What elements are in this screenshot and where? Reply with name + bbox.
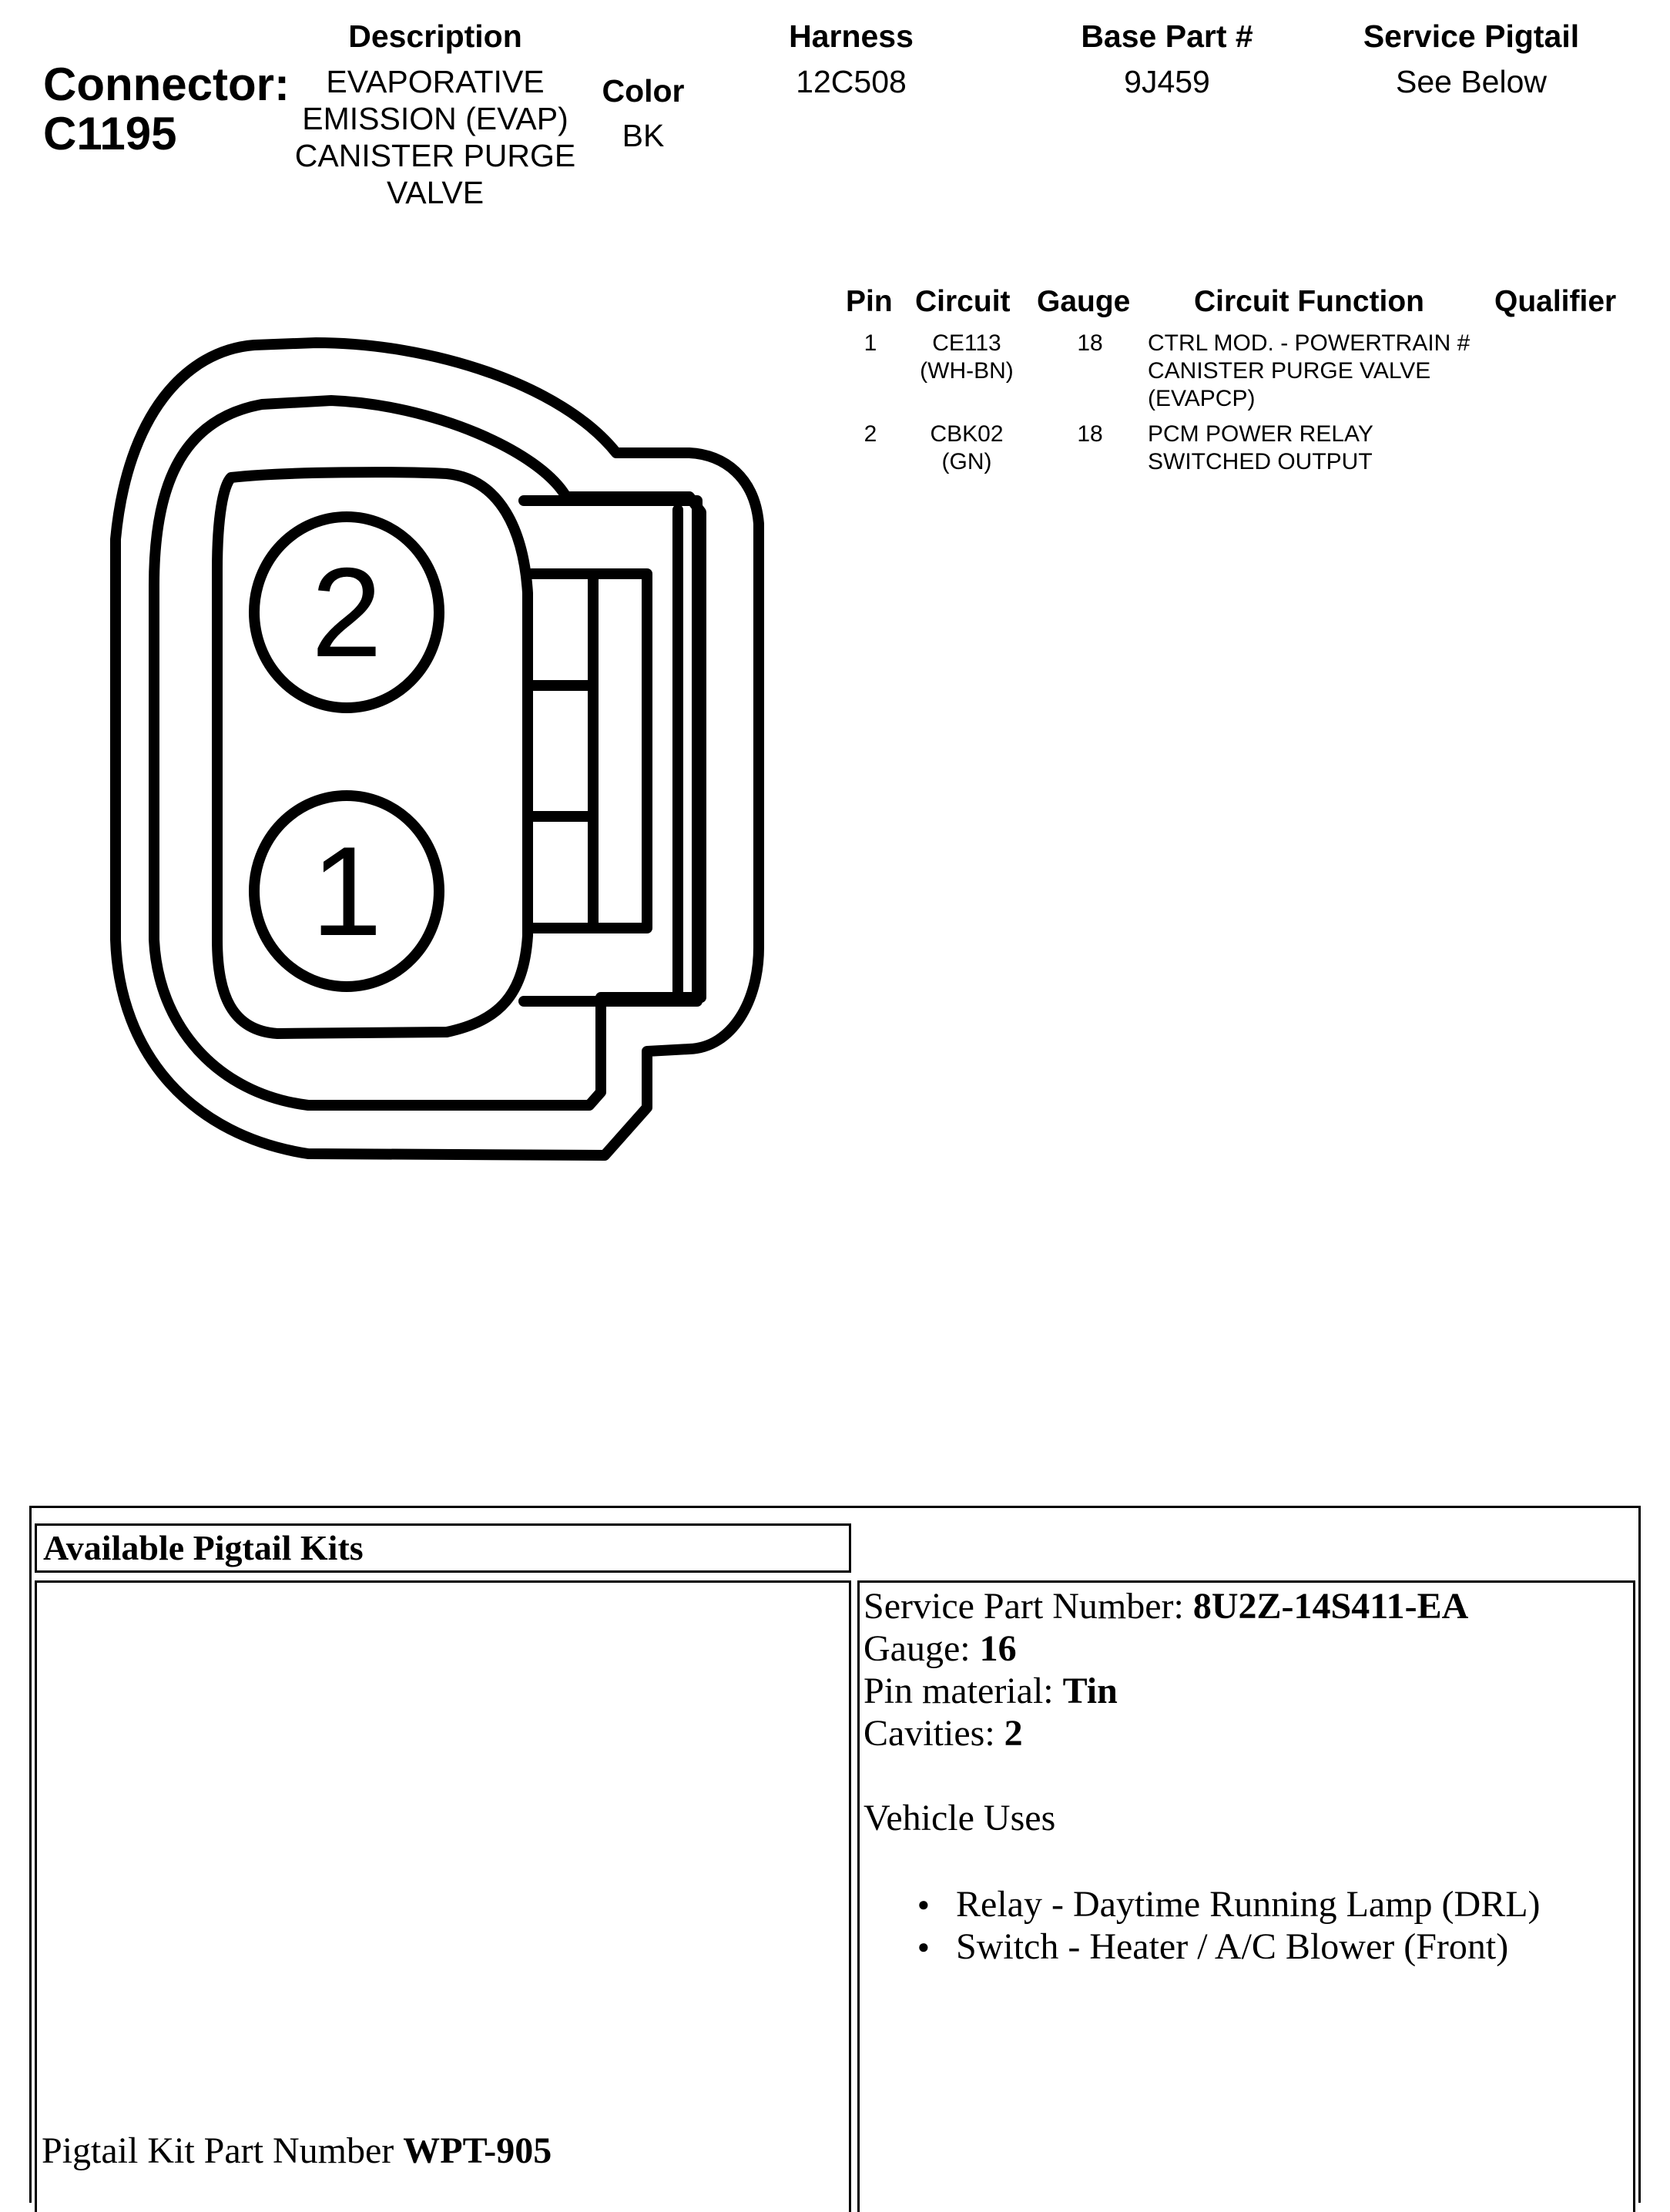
pigtail-kit-part: [42, 2130, 552, 2172]
circuit-wire-color: (WH-BN): [920, 358, 1014, 384]
circuit-function-cell: [1148, 330, 1487, 413]
service-part-number: 8U2Z-14S411-EA: [1192, 1586, 1469, 1627]
pigtail-title-box: [35, 1523, 851, 1573]
pin-material-value: Tin: [1062, 1671, 1118, 1711]
function-line: (EVAPCP): [1148, 386, 1256, 411]
description-line: EMISSION (EVAP): [302, 101, 568, 136]
pin-number: 1: [864, 330, 877, 356]
gauge-row: [864, 1627, 1626, 1670]
description-line: CANISTER PURGE: [294, 138, 576, 173]
pin-material-label: Pin material:: [864, 1671, 1054, 1711]
connector-id: C1195: [43, 108, 177, 159]
service-part-label: Service Part Number:: [864, 1586, 1184, 1627]
description-header: Description: [348, 18, 522, 54]
function-line: PCM POWER RELAY: [1148, 421, 1373, 447]
circuit-function-column-header: Circuit Function: [1194, 285, 1424, 318]
connector-label: Connector:: [43, 59, 290, 110]
service-pigtail-value: See Below: [1395, 64, 1547, 99]
vehicle-uses-list: [917, 1883, 1626, 1968]
connector-face-diagram: [0, 0, 817, 1202]
pin-1-label: 1: [311, 820, 382, 962]
gauge-column-header: Gauge: [1037, 285, 1131, 318]
color-value: BK: [622, 118, 665, 153]
color-header: Color: [602, 73, 685, 109]
circuit-wire-color: (GN): [941, 449, 992, 474]
vehicle-uses-label: Vehicle Uses: [864, 1798, 1056, 1838]
pigtail-kit-part-number: WPT-905: [403, 2130, 552, 2171]
base-part-value: 9J459: [1124, 64, 1210, 99]
pigtail-title: Available Pigtail Kits: [43, 1528, 364, 1567]
description-line: EVAPORATIVE: [326, 64, 545, 99]
function-line: SWITCHED OUTPUT: [1148, 449, 1373, 474]
pigtail-details: [864, 1585, 1626, 1968]
gauge-cell: 18: [1077, 421, 1103, 447]
qualifier-column-header: Qualifier: [1494, 285, 1617, 318]
base-part-header: Base Part #: [1081, 18, 1253, 54]
function-line: CANISTER PURGE VALVE: [1148, 358, 1431, 384]
gauge-label: Gauge:: [864, 1628, 971, 1669]
circuit-id: CBK02: [930, 421, 1004, 447]
gauge-cell: 18: [1077, 330, 1103, 356]
function-line: CTRL MOD. - POWERTRAIN #: [1148, 330, 1470, 356]
pin-column-header: Pin: [846, 285, 893, 318]
description-line: VALVE: [386, 175, 485, 210]
cavities-value: 2: [1004, 1713, 1023, 1754]
cavities-label: Cavities:: [864, 1713, 995, 1754]
service-pigtail-header: Service Pigtail: [1363, 18, 1580, 54]
pin-material-row: [864, 1670, 1626, 1712]
harness-header: Harness: [789, 18, 914, 54]
vehicle-use-item: ● Relay - Daytime Running Lamp (DRL): [917, 1883, 1626, 1925]
pigtail-kit-image-box: [35, 1580, 851, 2212]
harness-value: 12C508: [796, 64, 907, 99]
pin-2-label: 2: [311, 541, 382, 683]
gauge-value: 16: [979, 1628, 1017, 1669]
circuit-function-cell: [1148, 421, 1487, 476]
circuit-cell: [901, 330, 1032, 385]
vehicle-use-item: ● Switch - Heater / A/C Blower (Front): [917, 1925, 1626, 1968]
circuit-column-header: Circuit: [915, 285, 1011, 318]
circuit-cell: [901, 421, 1032, 476]
cavities-row: [864, 1712, 1626, 1755]
pigtail-kit-part-label: Pigtail Kit Part Number: [42, 2130, 394, 2171]
service-part-row: [864, 1585, 1626, 1627]
circuit-id: CE113: [932, 330, 1001, 356]
pin-number: 2: [864, 421, 877, 447]
